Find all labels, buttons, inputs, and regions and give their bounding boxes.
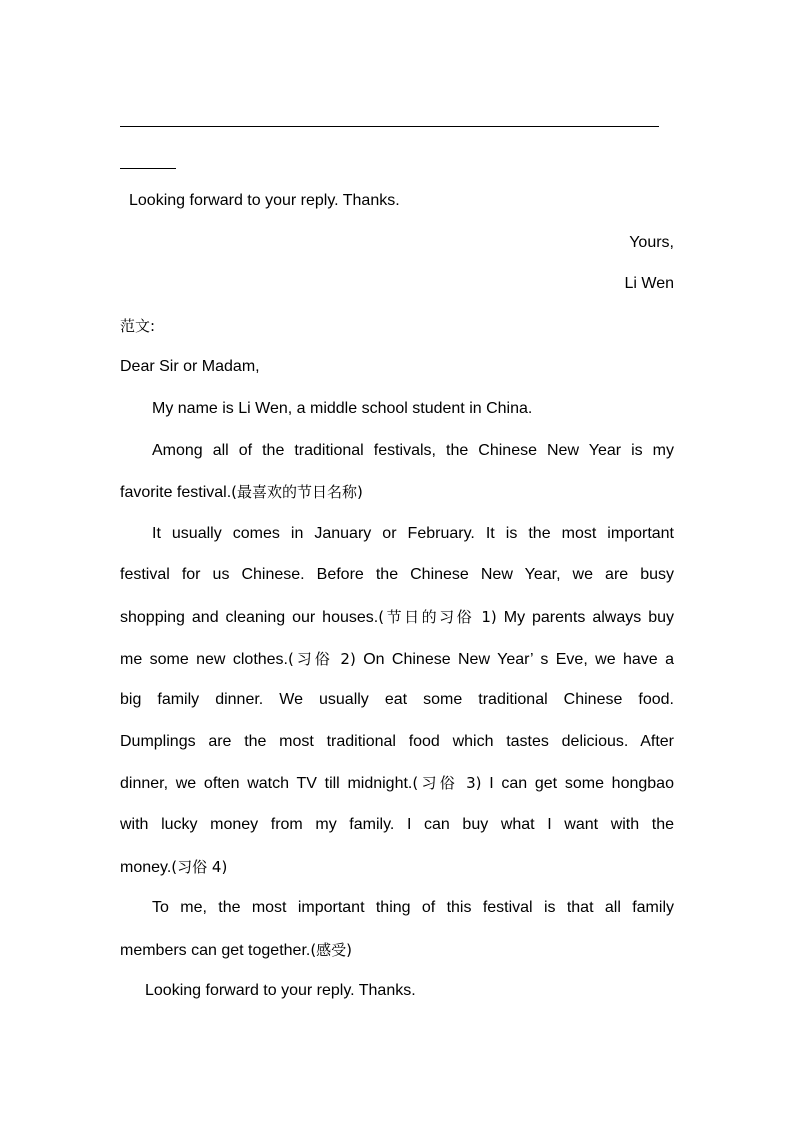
closing-line: Looking forward to your reply. Thanks. <box>145 982 416 999</box>
paragraph-customs-line-8: with lucky money from my family. I can buy what I want with the <box>120 816 674 833</box>
closing-line-template: Looking forward to your reply. Thanks. <box>129 192 400 209</box>
paragraph-feeling-line-1: To me, the most important thing of this festival is that all family <box>152 899 674 916</box>
answer-line-long <box>120 126 659 127</box>
annotation-favorite: (最喜欢的节日名称) <box>231 483 363 501</box>
annotation-feeling: (感受) <box>310 941 353 959</box>
text-segment: My parents always buy <box>503 609 674 626</box>
text-segment: dinner, we often watch TV till midnight. <box>120 775 413 792</box>
paragraph-customs-line-7 <box>120 771 674 795</box>
annotation-custom-4: (习俗 4) <box>171 858 228 876</box>
signature: Li Wen <box>624 275 674 292</box>
text-segment: money. <box>120 859 172 876</box>
paragraph-intro: My name is Li Wen, a middle school student in China. <box>152 400 533 417</box>
text-segment: me some new clothes. <box>120 651 289 668</box>
paragraph-feeling-line-2 <box>120 938 674 962</box>
sample-essay-label: 范文: <box>120 317 156 335</box>
paragraph-customs-line-4 <box>120 647 674 671</box>
paragraph-customs-line-6: Dumplings are the most traditional food which tastes delicious. After <box>120 733 674 750</box>
text-segment: shopping and cleaning our houses. <box>120 609 379 626</box>
paragraph-customs-line-3 <box>120 605 674 629</box>
sign-off: Yours, <box>629 234 674 251</box>
text-segment: On Chinese New Year’ s Eve, we have a <box>363 651 674 668</box>
paragraph-customs-line-9 <box>120 855 674 879</box>
paragraph-festival-line-2 <box>120 480 674 504</box>
annotation-custom-1: (节日的习俗 1) <box>378 608 497 626</box>
paragraph-festival-line-1: Among all of the traditional festivals, the Chinese New Year is my <box>152 442 674 459</box>
text-segment: members can get together. <box>120 942 311 959</box>
text-segment: I can get some hongbao <box>489 775 674 792</box>
annotation-custom-2: (习俗 2) <box>288 650 356 668</box>
paragraph-customs-line-1: It usually comes in January or February. It is the most important <box>152 525 674 542</box>
greeting: Dear Sir or Madam, <box>120 358 260 375</box>
answer-line-short <box>120 168 176 169</box>
text-segment: favorite festival. <box>120 484 232 501</box>
annotation-custom-3: (习俗 3) <box>412 774 482 792</box>
paragraph-customs-line-5: big family dinner. We usually eat some traditional Chinese food. <box>120 691 674 708</box>
paragraph-customs-line-2: festival for us Chinese. Before the Chinese New Year, we are busy <box>120 566 674 583</box>
